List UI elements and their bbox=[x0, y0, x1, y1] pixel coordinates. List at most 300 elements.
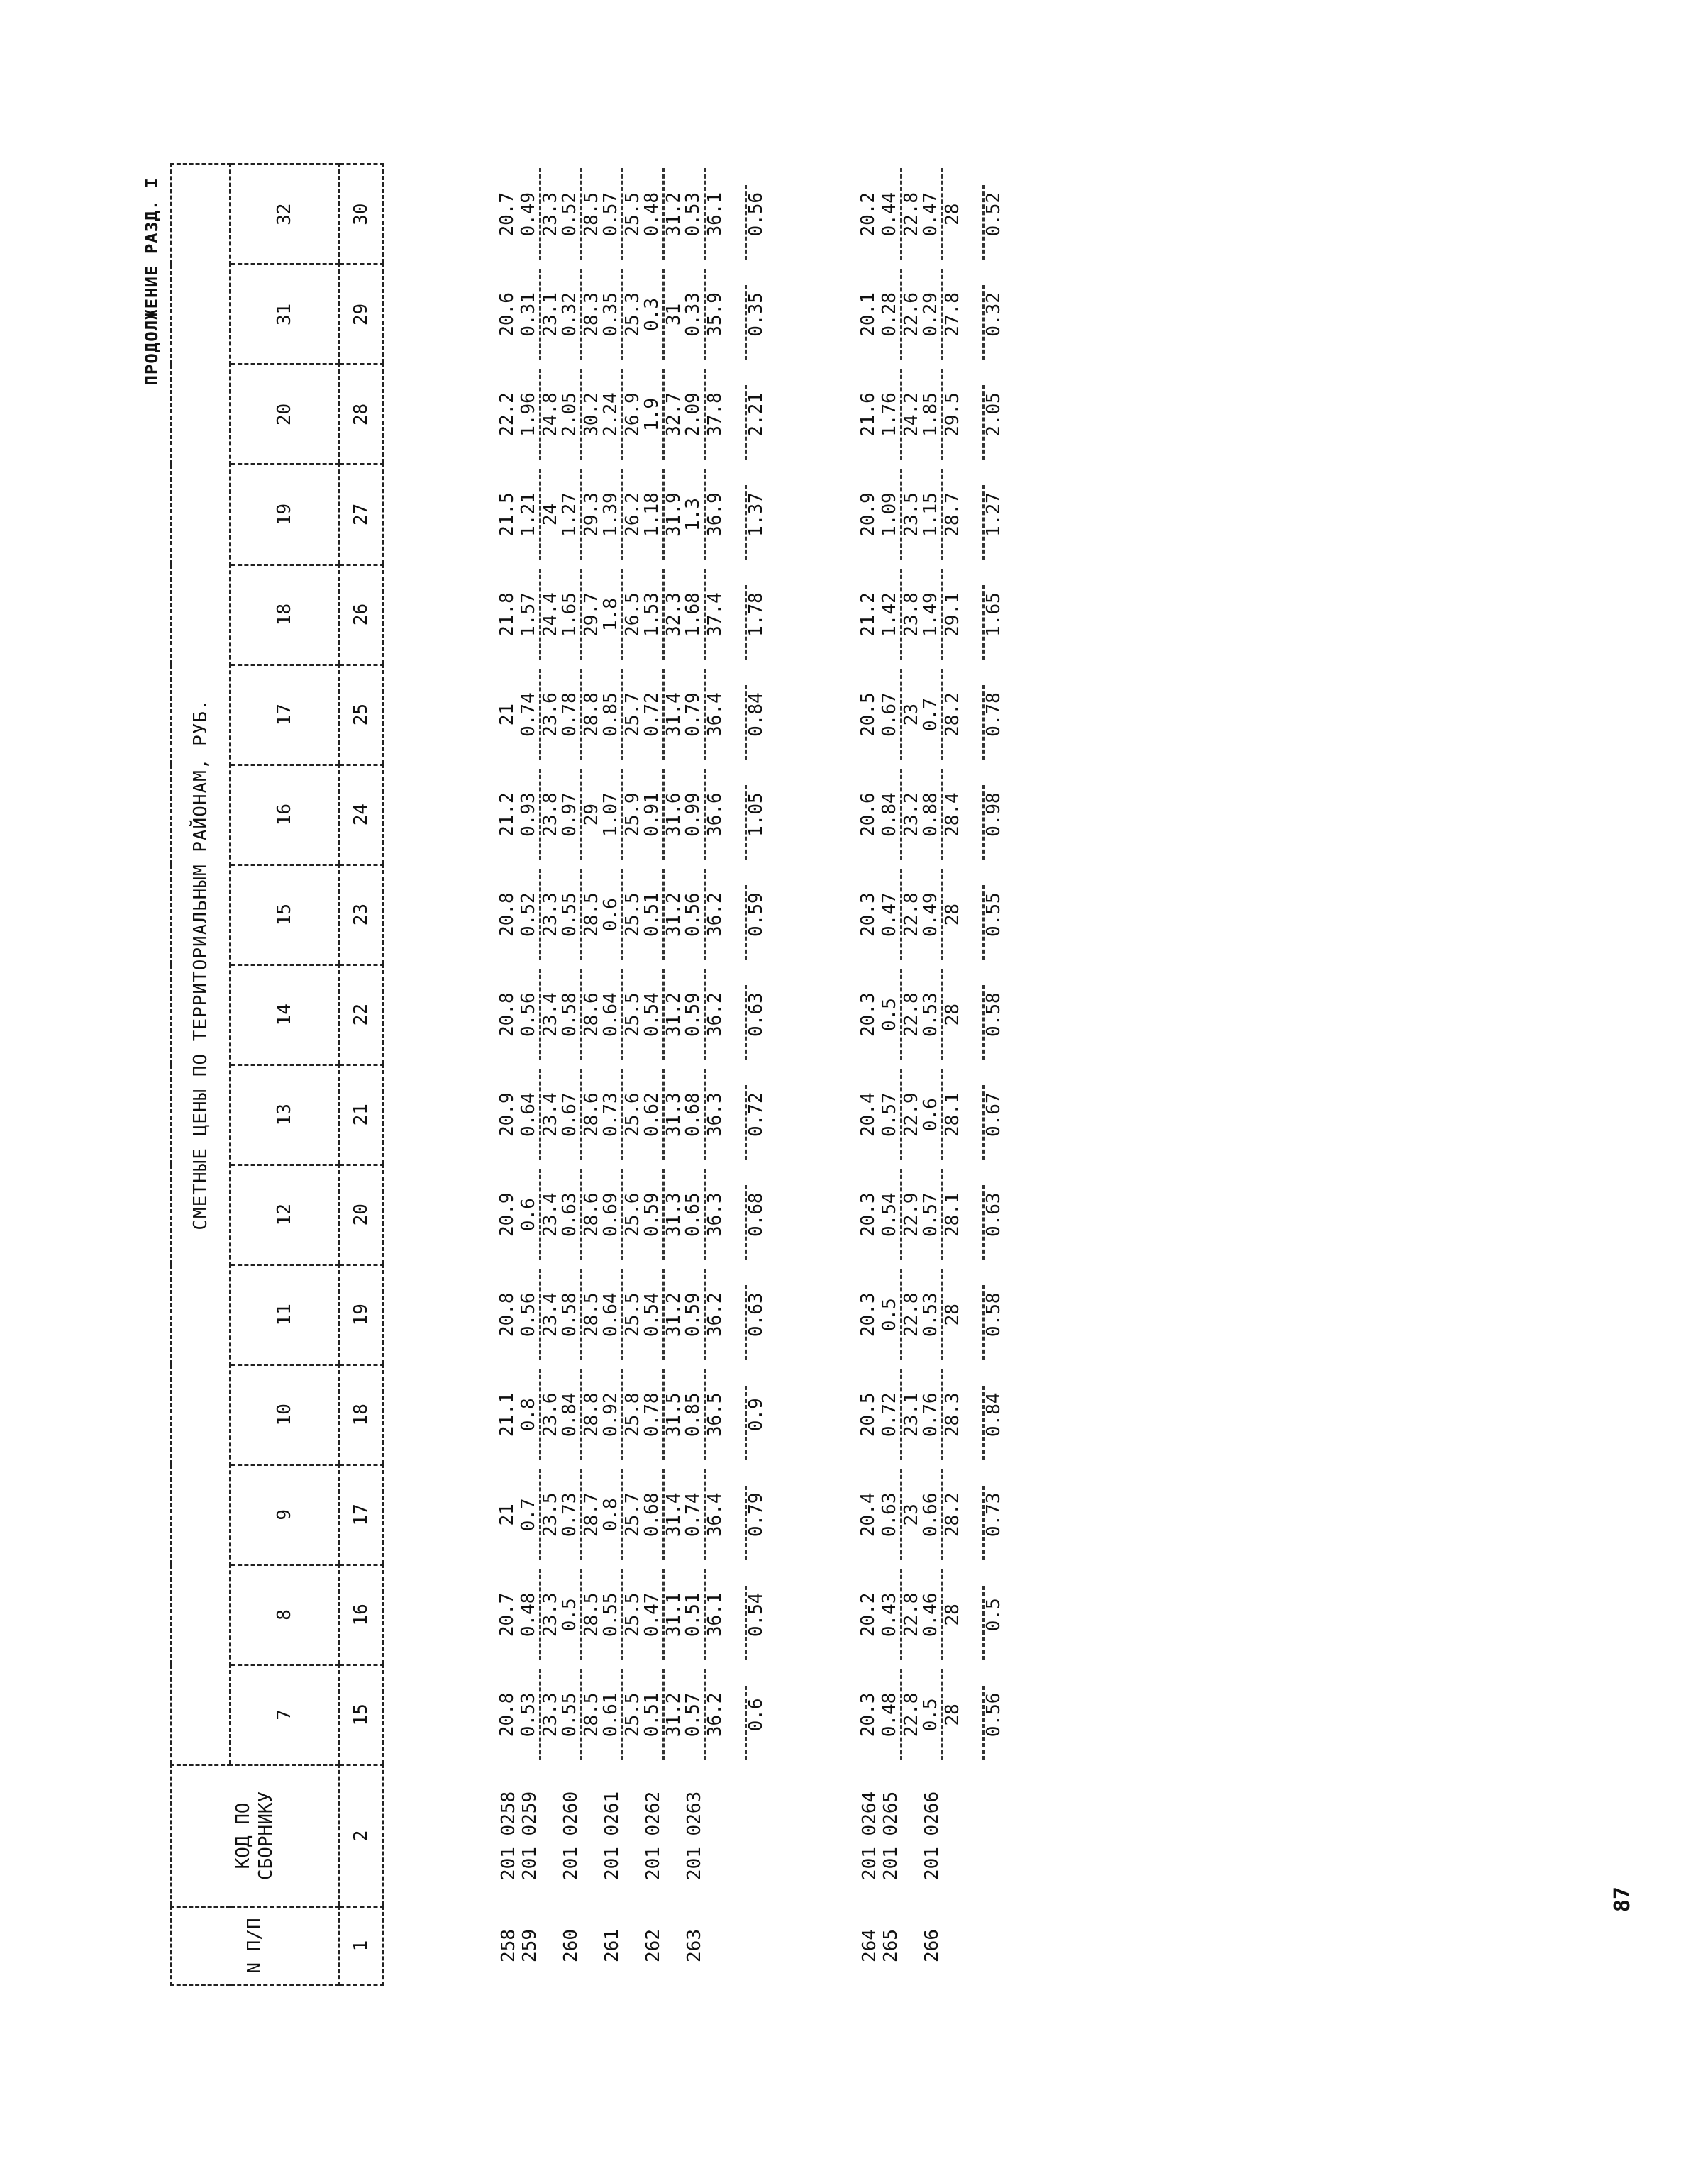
price-cell bbox=[560, 1365, 601, 1465]
price-value: 22.2 bbox=[497, 392, 518, 437]
price-total: 0.67 bbox=[983, 1092, 1005, 1138]
index-row bbox=[339, 165, 384, 1985]
price-cell bbox=[643, 965, 684, 1065]
price-cell bbox=[921, 1665, 1004, 1764]
price-numerator: 1.76 bbox=[879, 392, 901, 437]
price-cell bbox=[643, 565, 684, 665]
price-denominator: 28.8 bbox=[580, 669, 602, 760]
price-numerator: 1.96 bbox=[518, 392, 539, 437]
price-cell bbox=[643, 1465, 684, 1565]
price-total: 0.58 bbox=[983, 992, 1005, 1037]
price-cell bbox=[498, 365, 519, 465]
price-value: 20.4 bbox=[858, 1092, 880, 1138]
price-cell bbox=[560, 465, 601, 565]
price-cell bbox=[684, 1265, 767, 1365]
price-total: 0.72 bbox=[745, 1092, 767, 1138]
price-denominator: 28.2 bbox=[941, 1469, 963, 1560]
price-denominator: 29.1 bbox=[941, 569, 963, 660]
column-index: 21 bbox=[339, 1065, 384, 1165]
price-cell bbox=[684, 665, 767, 765]
price-numerator: 0.69 bbox=[600, 1192, 622, 1238]
price-total: 2.05 bbox=[983, 392, 1005, 437]
price-cell bbox=[643, 665, 684, 765]
price-denominator: 23.5 bbox=[900, 469, 922, 560]
price-cell bbox=[643, 365, 684, 465]
price-denominator: 28.4 bbox=[941, 769, 963, 860]
price-numerator: 0.61 bbox=[600, 1692, 622, 1738]
column-index: 16 bbox=[339, 1565, 384, 1665]
price-numerator: 0.33 bbox=[682, 292, 704, 337]
price-cell bbox=[560, 1665, 601, 1764]
price-total: 0.56 bbox=[745, 191, 767, 237]
document-page bbox=[0, 128, 1702, 2014]
price-total: 1.37 bbox=[745, 492, 767, 537]
price-numerator: 1.85 bbox=[920, 392, 942, 437]
price-denominator: 31.2 bbox=[662, 1269, 684, 1360]
price-total: 0.35 bbox=[745, 292, 767, 337]
price-cell bbox=[684, 265, 767, 365]
price-numerator: 0.57 bbox=[600, 191, 622, 237]
price-numerator: 0.53 bbox=[920, 992, 942, 1037]
price-cell bbox=[601, 1265, 643, 1365]
price-cell bbox=[684, 1665, 767, 1764]
price-total: 0.84 bbox=[983, 1392, 1005, 1438]
price-denominator: 25.5 bbox=[621, 1669, 643, 1760]
price-denominator: 28 bbox=[941, 1569, 963, 1660]
price-denominator: 25.5 bbox=[621, 1569, 643, 1660]
price-denominator: 22.8 bbox=[900, 869, 922, 960]
price-denominator: 27.8 bbox=[941, 269, 963, 360]
price-cell bbox=[519, 765, 560, 865]
price-numerator: 0.64 bbox=[600, 1292, 622, 1338]
price-numerator: 0.53 bbox=[682, 191, 704, 237]
price-cell bbox=[560, 1165, 601, 1265]
price-numerator: 0.3 bbox=[641, 297, 663, 331]
price-denominator: 23.8 bbox=[539, 769, 561, 860]
price-denominator: 36.6 bbox=[704, 769, 726, 860]
region-header: 13 bbox=[231, 1065, 339, 1165]
price-numerator: 0.57 bbox=[879, 1092, 901, 1138]
price-numerator: 1.09 bbox=[879, 492, 901, 537]
price-numerator: 0.52 bbox=[518, 892, 539, 937]
row-number: 263 bbox=[684, 1929, 706, 1962]
price-denominator: 25.8 bbox=[621, 1369, 643, 1460]
price-value: 20.2 bbox=[858, 1592, 880, 1638]
np-header: N П/П bbox=[172, 1906, 339, 1984]
price-total: 2.21 bbox=[745, 392, 767, 437]
price-cell bbox=[519, 1065, 560, 1165]
price-cell bbox=[519, 1565, 560, 1665]
table-row bbox=[643, 165, 684, 1985]
region-header: 16 bbox=[231, 765, 339, 865]
price-denominator: 22.9 bbox=[900, 1069, 922, 1160]
price-cell bbox=[684, 465, 767, 565]
price-numerator: 0.78 bbox=[641, 1392, 663, 1438]
price-cell bbox=[859, 565, 880, 665]
price-numerator: 0.91 bbox=[641, 792, 663, 837]
price-denominator: 25.5 bbox=[621, 869, 643, 960]
price-denominator: 22.8 bbox=[900, 169, 922, 260]
column-index: 23 bbox=[339, 865, 384, 965]
price-cell bbox=[519, 565, 560, 665]
price-cell bbox=[519, 665, 560, 765]
price-cell bbox=[601, 1065, 643, 1165]
price-cell bbox=[880, 465, 921, 565]
price-total: 1.05 bbox=[745, 792, 767, 837]
page-number: 87 bbox=[1610, 1886, 1635, 1913]
price-numerator: 0.29 bbox=[920, 292, 942, 337]
price-cell bbox=[921, 1165, 1004, 1265]
price-total: 0.5 bbox=[983, 1598, 1005, 1632]
table-row bbox=[921, 165, 1004, 1985]
price-cell bbox=[684, 365, 767, 465]
row-number: 262 bbox=[643, 1929, 665, 1962]
price-cell bbox=[560, 1465, 601, 1565]
price-numerator: 0.48 bbox=[641, 191, 663, 237]
price-cell bbox=[859, 865, 880, 965]
price-numerator: 0.72 bbox=[879, 1392, 901, 1438]
price-numerator: 0.58 bbox=[559, 1292, 581, 1338]
price-cell bbox=[498, 1165, 519, 1265]
price-cell bbox=[601, 1365, 643, 1465]
price-denominator: 36.5 bbox=[704, 1369, 726, 1460]
price-cell bbox=[560, 1265, 601, 1365]
price-denominator: 22.9 bbox=[900, 1169, 922, 1260]
price-cell bbox=[498, 1265, 519, 1365]
price-numerator: 0.51 bbox=[641, 1692, 663, 1738]
table-body bbox=[384, 165, 1004, 1985]
row-code: 201 0261 bbox=[601, 1791, 623, 1881]
price-cell bbox=[560, 565, 601, 665]
column-index: 20 bbox=[339, 1165, 384, 1265]
price-denominator: 29.5 bbox=[941, 369, 963, 460]
price-cell bbox=[684, 765, 767, 865]
price-cell bbox=[643, 165, 684, 265]
price-denominator: 28.1 bbox=[941, 1069, 963, 1160]
price-total: 0.63 bbox=[745, 992, 767, 1037]
price-cell bbox=[601, 265, 643, 365]
price-denominator: 28.5 bbox=[580, 869, 602, 960]
price-value: 20.8 bbox=[497, 892, 518, 937]
price-numerator: 0.49 bbox=[518, 191, 539, 237]
price-value: 20.9 bbox=[497, 1092, 518, 1138]
price-numerator: 0.99 bbox=[682, 792, 704, 837]
price-denominator: 36.4 bbox=[704, 669, 726, 760]
price-cell bbox=[601, 565, 643, 665]
price-numerator: 0.6 bbox=[600, 898, 622, 932]
price-cell bbox=[684, 1165, 767, 1265]
price-numerator: 0.72 bbox=[641, 692, 663, 737]
column-index: 19 bbox=[339, 1265, 384, 1365]
price-numerator: 0.8 bbox=[600, 1498, 622, 1532]
price-numerator: 0.54 bbox=[641, 992, 663, 1037]
price-cell bbox=[498, 465, 519, 565]
price-denominator: 26.9 bbox=[621, 369, 643, 460]
price-cell bbox=[859, 1565, 880, 1665]
price-denominator: 36.4 bbox=[704, 1469, 726, 1560]
price-denominator: 28.2 bbox=[941, 669, 963, 760]
price-cell bbox=[880, 565, 921, 665]
price-denominator: 28 bbox=[941, 1669, 963, 1760]
price-numerator: 0.47 bbox=[920, 191, 942, 237]
price-numerator: 0.78 bbox=[559, 692, 581, 737]
region-header: 8 bbox=[231, 1565, 339, 1665]
price-value: 20.8 bbox=[497, 1692, 518, 1738]
price-cell bbox=[643, 1065, 684, 1165]
price-denominator: 28.6 bbox=[580, 1169, 602, 1260]
region-header: 19 bbox=[231, 465, 339, 565]
price-denominator: 28.6 bbox=[580, 1069, 602, 1160]
price-cell bbox=[921, 565, 1004, 665]
price-denominator: 28.8 bbox=[580, 1369, 602, 1460]
price-numerator: 0.56 bbox=[518, 1292, 539, 1338]
price-cell bbox=[859, 1465, 880, 1565]
price-denominator: 25.6 bbox=[621, 1069, 643, 1160]
price-cell bbox=[921, 965, 1004, 1065]
price-numerator: 0.73 bbox=[559, 1492, 581, 1538]
price-denominator: 23.1 bbox=[900, 1369, 922, 1460]
price-denominator: 31.4 bbox=[662, 669, 684, 760]
region-header: 10 bbox=[231, 1365, 339, 1465]
price-numerator: 0.5 bbox=[920, 1698, 942, 1732]
price-cell bbox=[880, 1065, 921, 1165]
price-table bbox=[170, 163, 1004, 1986]
price-total: 1.78 bbox=[745, 592, 767, 637]
price-value: 20.4 bbox=[858, 1492, 880, 1538]
price-numerator: 0.6 bbox=[920, 1098, 942, 1132]
price-cell bbox=[560, 265, 601, 365]
price-numerator: 1.57 bbox=[518, 592, 539, 637]
price-cell bbox=[859, 965, 880, 1065]
price-cell bbox=[560, 1565, 601, 1665]
price-numerator: 0.7 bbox=[518, 1498, 539, 1532]
column-index: 28 bbox=[339, 365, 384, 465]
price-denominator: 23.4 bbox=[539, 1069, 561, 1160]
price-cell bbox=[643, 1665, 684, 1764]
price-denominator: 25.5 bbox=[621, 1269, 643, 1360]
price-denominator: 36.9 bbox=[704, 469, 726, 560]
row-code: 201 0265 bbox=[880, 1791, 902, 1881]
price-cell bbox=[880, 165, 921, 265]
price-denominator: 23.5 bbox=[539, 1469, 561, 1560]
column-index: 24 bbox=[339, 765, 384, 865]
price-denominator: 26.2 bbox=[621, 469, 643, 560]
price-numerator: 1.42 bbox=[879, 592, 901, 637]
price-denominator: 36.1 bbox=[704, 169, 726, 260]
region-header-row bbox=[231, 165, 339, 1985]
price-denominator: 23.3 bbox=[539, 169, 561, 260]
price-cell bbox=[684, 165, 767, 265]
price-denominator: 24 bbox=[539, 469, 561, 560]
row-code: 201 0264 bbox=[859, 1791, 881, 1881]
price-numerator: 1.3 bbox=[682, 498, 704, 531]
price-cell bbox=[880, 1665, 921, 1764]
price-cell bbox=[498, 1465, 519, 1565]
price-value: 21 bbox=[497, 703, 518, 726]
price-numerator: 0.67 bbox=[879, 692, 901, 737]
row-number: 260 bbox=[560, 1929, 582, 1962]
price-denominator: 29.7 bbox=[580, 569, 602, 660]
region-header: 18 bbox=[231, 565, 339, 665]
price-numerator: 2.09 bbox=[682, 392, 704, 437]
price-numerator: 0.47 bbox=[879, 892, 901, 937]
price-numerator: 0.65 bbox=[682, 1192, 704, 1238]
price-value: 20.7 bbox=[497, 1592, 518, 1638]
price-cell bbox=[519, 365, 560, 465]
price-numerator: 0.49 bbox=[920, 892, 942, 937]
price-value: 20.3 bbox=[858, 892, 880, 937]
price-cell bbox=[921, 1265, 1004, 1365]
price-numerator: 1.65 bbox=[559, 592, 581, 637]
price-cell bbox=[560, 965, 601, 1065]
price-total: 0.9 bbox=[745, 1398, 767, 1432]
price-numerator: 1.27 bbox=[559, 492, 581, 537]
price-value: 21.1 bbox=[497, 1392, 518, 1438]
price-cell bbox=[880, 1565, 921, 1665]
region-header: 20 bbox=[231, 365, 339, 465]
price-numerator: 0.43 bbox=[879, 1592, 901, 1638]
price-value: 20.6 bbox=[497, 292, 518, 337]
price-denominator: 28.5 bbox=[580, 169, 602, 260]
row-code: 201 0263 bbox=[684, 1791, 706, 1881]
price-value: 20.6 bbox=[858, 792, 880, 837]
price-numerator: 0.97 bbox=[559, 792, 581, 837]
price-denominator: 22.8 bbox=[900, 969, 922, 1060]
row-code: 201 0260 bbox=[560, 1791, 582, 1881]
price-value: 20.3 bbox=[858, 992, 880, 1037]
price-cell bbox=[560, 865, 601, 965]
price-numerator: 0.5 bbox=[559, 1598, 581, 1632]
price-cell bbox=[643, 465, 684, 565]
region-header: 14 bbox=[231, 965, 339, 1065]
price-denominator: 31.9 bbox=[662, 469, 684, 560]
table-row bbox=[560, 165, 601, 1985]
price-total: 0.79 bbox=[745, 1492, 767, 1538]
price-total: 0.6 bbox=[745, 1698, 767, 1732]
price-denominator: 25.9 bbox=[621, 769, 643, 860]
price-cell bbox=[921, 1465, 1004, 1565]
price-denominator: 23.4 bbox=[539, 1169, 561, 1260]
price-cell bbox=[880, 665, 921, 765]
price-denominator: 31.2 bbox=[662, 1669, 684, 1760]
price-numerator: 0.58 bbox=[559, 992, 581, 1037]
price-cell bbox=[684, 1065, 767, 1165]
price-total: 1.27 bbox=[983, 492, 1005, 537]
price-cell bbox=[921, 665, 1004, 765]
table-row bbox=[498, 165, 519, 1985]
price-numerator: 1.68 bbox=[682, 592, 704, 637]
table-row bbox=[601, 165, 643, 1985]
price-total: 0.63 bbox=[745, 1292, 767, 1338]
price-denominator: 25.7 bbox=[621, 1469, 643, 1560]
price-cell bbox=[880, 765, 921, 865]
price-denominator: 23.1 bbox=[539, 269, 561, 360]
price-cell bbox=[859, 365, 880, 465]
row-number: 265 bbox=[880, 1929, 902, 1962]
price-numerator: 0.85 bbox=[682, 1392, 704, 1438]
price-cell bbox=[859, 1265, 880, 1365]
column-index: 17 bbox=[339, 1465, 384, 1565]
code-header: КОД ПО СБОРНИКУ bbox=[172, 1764, 339, 1906]
price-value: 20.7 bbox=[497, 191, 518, 237]
price-denominator: 28.3 bbox=[580, 269, 602, 360]
price-total: 0.59 bbox=[745, 892, 767, 937]
price-denominator: 24.4 bbox=[539, 569, 561, 660]
price-cell bbox=[519, 865, 560, 965]
price-denominator: 31.3 bbox=[662, 1069, 684, 1160]
price-cell bbox=[519, 165, 560, 265]
row-code: 201 0259 bbox=[519, 1791, 540, 1881]
price-denominator: 28.5 bbox=[580, 1669, 602, 1760]
price-numerator: 0.84 bbox=[559, 1392, 581, 1438]
price-cell bbox=[880, 1465, 921, 1565]
row-code: 201 0266 bbox=[921, 1791, 943, 1881]
price-numerator: 0.56 bbox=[518, 992, 539, 1037]
price-value: 20.3 bbox=[858, 1192, 880, 1238]
price-value: 21 bbox=[497, 1504, 518, 1526]
column-index: 30 bbox=[339, 165, 384, 265]
column-index: 18 bbox=[339, 1365, 384, 1465]
price-cell bbox=[921, 1565, 1004, 1665]
price-denominator: 28 bbox=[941, 969, 963, 1060]
price-value: 21.8 bbox=[497, 592, 518, 637]
price-numerator: 0.76 bbox=[920, 1392, 942, 1438]
price-cell bbox=[560, 365, 601, 465]
price-numerator: 0.53 bbox=[518, 1692, 539, 1738]
price-cell bbox=[601, 1165, 643, 1265]
price-numerator: 0.54 bbox=[879, 1192, 901, 1238]
price-numerator: 0.59 bbox=[641, 1192, 663, 1238]
price-denominator: 32.3 bbox=[662, 569, 684, 660]
price-denominator: 36.3 bbox=[704, 1169, 726, 1260]
price-numerator: 0.59 bbox=[682, 992, 704, 1037]
price-cell bbox=[601, 165, 643, 265]
price-numerator: 0.32 bbox=[559, 292, 581, 337]
price-cell bbox=[601, 765, 643, 865]
price-cell bbox=[498, 1065, 519, 1165]
region-header: 11 bbox=[231, 1265, 339, 1365]
price-numerator: 0.64 bbox=[600, 992, 622, 1037]
price-cell bbox=[560, 765, 601, 865]
price-cell bbox=[643, 1365, 684, 1465]
price-denominator: 28 bbox=[941, 869, 963, 960]
price-numerator: 0.68 bbox=[641, 1492, 663, 1538]
continuation-title: ПРОДОЛЖЕНИЕ РАЗД. I bbox=[142, 177, 162, 386]
row-number: 258 bbox=[498, 1929, 519, 1962]
price-cell bbox=[601, 865, 643, 965]
price-denominator: 24.8 bbox=[539, 369, 561, 460]
price-value: 21.6 bbox=[858, 392, 880, 437]
price-denominator: 24.2 bbox=[900, 369, 922, 460]
price-total: 0.98 bbox=[983, 792, 1005, 837]
price-cell bbox=[859, 1365, 880, 1465]
price-denominator: 28.1 bbox=[941, 1169, 963, 1260]
column-index: 15 bbox=[339, 1665, 384, 1764]
price-cell bbox=[921, 265, 1004, 365]
price-cell bbox=[519, 1465, 560, 1565]
price-cell bbox=[519, 465, 560, 565]
price-cell bbox=[684, 1465, 767, 1565]
column-index: 29 bbox=[339, 265, 384, 365]
price-denominator: 36.2 bbox=[704, 1669, 726, 1760]
price-numerator: 0.53 bbox=[920, 1292, 942, 1338]
price-denominator: 36.2 bbox=[704, 869, 726, 960]
price-total: 0.73 bbox=[983, 1492, 1005, 1538]
price-cell bbox=[859, 1065, 880, 1165]
price-numerator: 0.93 bbox=[518, 792, 539, 837]
price-cell bbox=[643, 765, 684, 865]
price-cell bbox=[643, 865, 684, 965]
